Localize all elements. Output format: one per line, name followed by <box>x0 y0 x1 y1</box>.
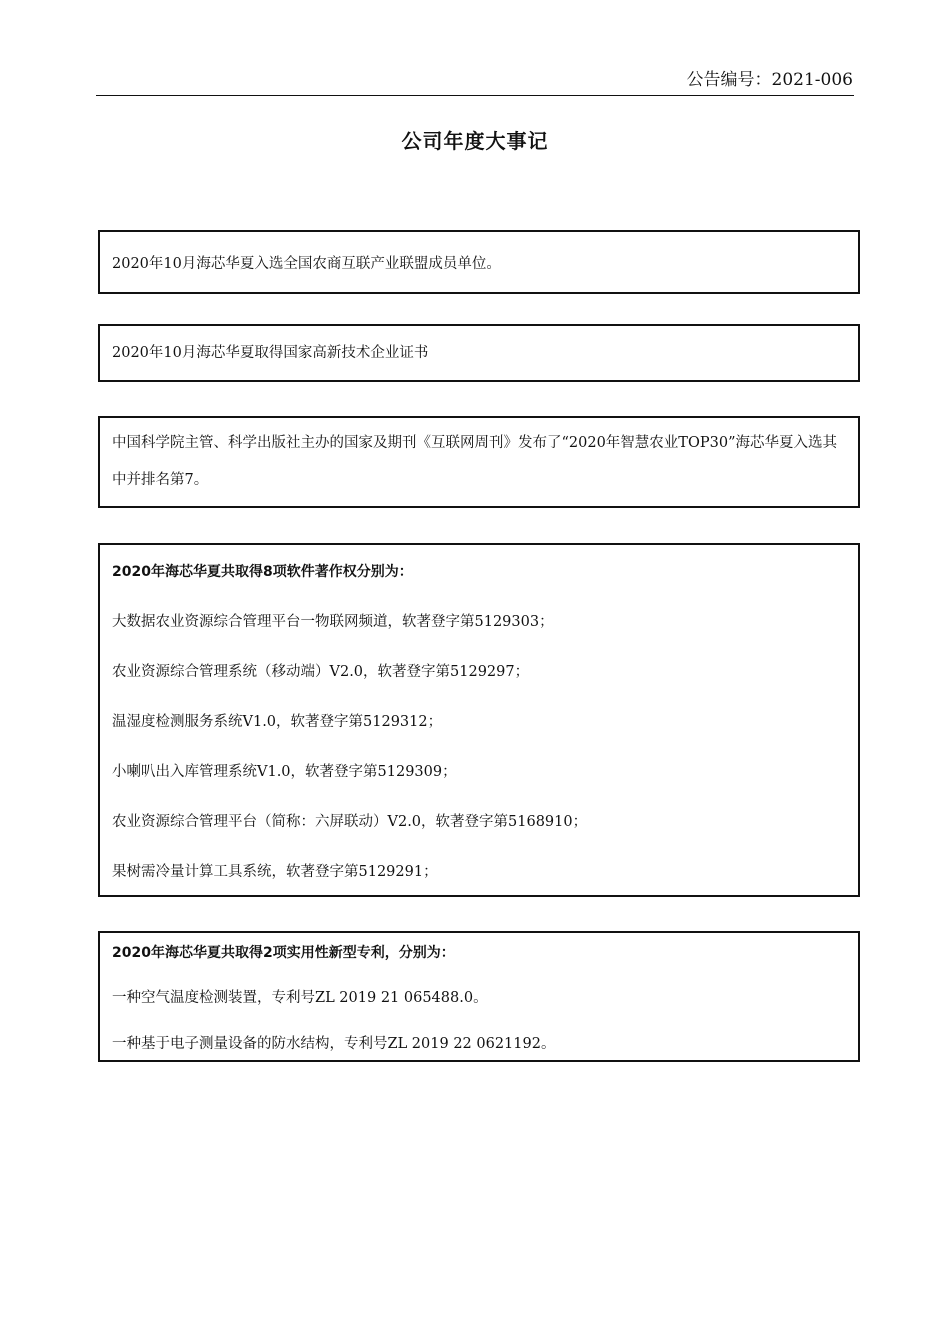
software-copyright-box <box>98 543 860 897</box>
patent-heading: 2020年海芯华夏共取得2项实用性新型专利，分别为： <box>112 945 455 961</box>
event-text-3: 中国科学院主管、科学出版社主办的国家及期刊《互联网周刊》发布了“2020年智慧农业TOP30”海芯华夏入选其中并排名第7。 <box>112 435 837 488</box>
patent-box <box>98 931 860 1062</box>
event-text-2: 2020年10月海芯华夏取得国家高新技术企业证书 <box>112 345 429 361</box>
software-copyright-item: 农业资源综合管理平台（简称：六屏联动）V2.0，软著登字第5168910； <box>112 814 588 830</box>
software-copyright-item: 大数据农业资源综合管理平台一物联网频道，软著登字第5129303； <box>112 614 554 630</box>
software-copyright-item: 果树需冷量计算工具系统，软著登字第5129291； <box>112 864 438 880</box>
event-text-1: 2020年10月海芯华夏入选全国农商互联产业联盟成员单位。 <box>112 256 501 272</box>
event-box-1 <box>98 230 860 294</box>
software-copyright-heading: 2020年海芯华夏共取得8项软件著作权分别为： <box>112 564 413 580</box>
page-title: 公司年度大事记 <box>401 129 549 153</box>
event-box-3 <box>98 416 860 508</box>
software-copyright-item: 温湿度检测服务系统V1.0，软著登字第5129312； <box>112 714 443 730</box>
software-copyright-item: 农业资源综合管理系统（移动端）V2.0，软著登字第5129297； <box>112 664 530 680</box>
event-box-2 <box>98 324 860 382</box>
software-copyright-item: 小喇叭出入库管理系统V1.0，软著登字第5129309； <box>112 764 457 780</box>
patent-item: 一种基于电子测量设备的防水结构，专利号ZL 2019 22 0621192。 <box>112 1036 556 1052</box>
header-divider <box>96 95 854 96</box>
announcement-number: 公告编号：2021-006 <box>686 70 853 90</box>
patent-item: 一种空气温度检测装置，专利号ZL 2019 21 065488.0。 <box>112 990 488 1006</box>
